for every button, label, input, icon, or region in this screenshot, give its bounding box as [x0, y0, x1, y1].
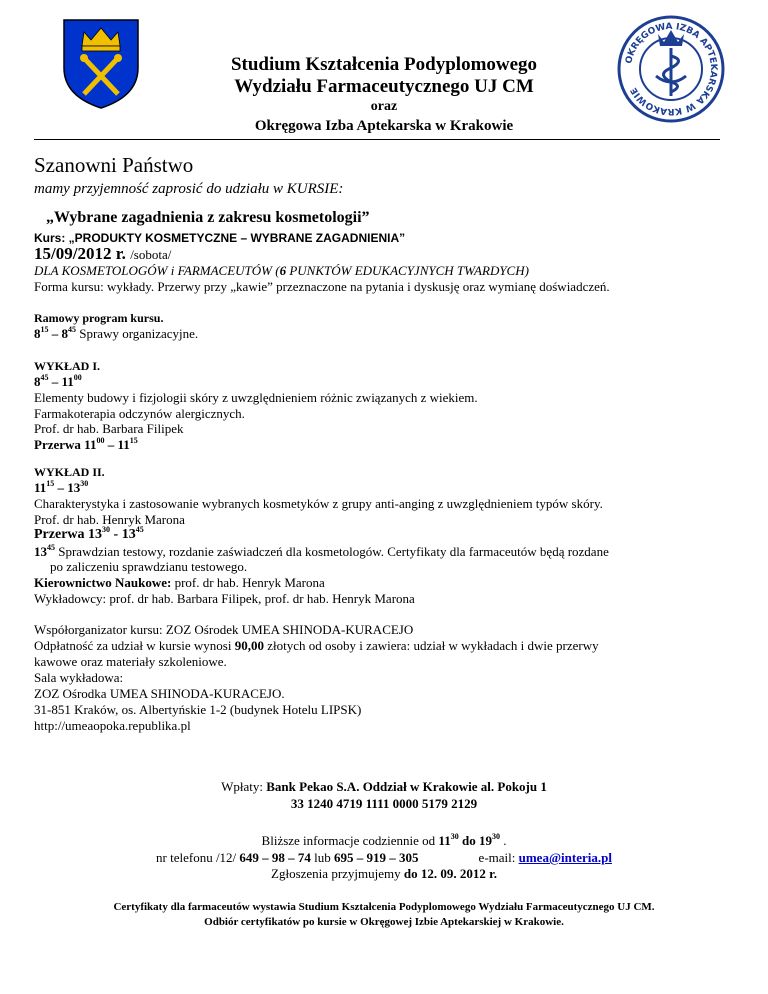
break-1: Przerwa $11^{00} - 11^{15}$ [34, 436, 138, 452]
break-2: Przerwa $13^{30} - 13^{45}$ [34, 525, 144, 542]
test-session: $13^{45}$ Sprawdzian testowy, rozdanie zaświadczeń dla kosmetologów. Certyfikaty dla farmaceutów będą rozdane [34, 543, 609, 559]
lecture-1-topic-2: Farmakoterapia odczynów alergicznych. [34, 406, 245, 421]
lecture-2-speaker: Prof. dr hab. Henryk Marona [34, 512, 185, 527]
payment-line: Wpłaty: Bank Pekao S.A. Oddział w Krakowie al. Pokoju 1 [221, 779, 547, 794]
svg-text:OKRĘGOWA IZBA APTEKARSKA W KRA: OKRĘGOWA IZBA APTEKARSKA W KRAKOWIE [624, 21, 719, 117]
lecture-2-title: WYKŁAD II. [34, 465, 105, 479]
course-title: „Wybrane zagadnienia z zakresu kosmetologii” [46, 209, 370, 226]
registration-deadline: Zgłoszenia przyjmujemy do 12. 09. 2012 r. [271, 866, 497, 881]
footer-pickup: Odbiór certyfikatów po kursie w Okręgowej Izbie Aptekarskiej w Krakowie. [204, 916, 564, 928]
program-heading: Ramowy program kursu. [34, 311, 164, 325]
fee-line: Odpłatność za udział w kursie wynosi 90,00 złotych od osoby i zawiera: udział w wykładach i dwie przerwy [34, 638, 599, 653]
header-line-4: Okręgowa Izba Aptekarska w Krakowie [254, 118, 514, 134]
contact-hours: Bliższe informacje codziennie od $11^{30}$ do $19^{30}$ . [261, 832, 507, 848]
date-value: 15/09/2012 r. [34, 244, 126, 263]
lecture-2-topic: Charakterystyka i zastosowanie wybranych kosmetyków z grupy anti-anging z uwzględnieniem typów skóry. [34, 496, 603, 511]
weekday: /sobota/ [130, 247, 172, 262]
header-line-2: Wydziału Farmaceutycznego UJ CM [234, 76, 534, 97]
chamber-seal-logo [614, 12, 728, 126]
program-item-organizational: $8^{15} - 8^{45}$ Sprawy organizacyjne. [34, 325, 199, 341]
header-line-3: oraz [370, 99, 398, 114]
lecture-1-title: WYKŁAD I. [34, 359, 101, 373]
university-crest-logo [60, 16, 142, 110]
contact-phone-email: nr telefonu /12/ 649 – 98 – 74 lub 695 – 919 – 305 e-mail: umea@interia.pl [156, 850, 612, 865]
co-organizer: Współorganizator kursu: ZOZ Ośrodek UMEA SHINODA-KURACEJO [34, 622, 414, 637]
course-name: Kurs: „PRODUKTY KOSMETYCZNE – WYBRANE ZAGADNIENIA” [34, 231, 406, 245]
invitation-text: mamy przyjemność zaprosić do udziału w KURSIE: [34, 181, 344, 197]
scientific-director: Kierownictwo Naukowe: prof. dr hab. Henryk Marona [34, 575, 325, 590]
course-form: Forma kursu: wykłady. Przerwy przy „kawie” przeznaczone na pytania i dyskusję oraz wymianę doświadczeń. [34, 279, 610, 294]
venue-label: Sala wykładowa: [34, 670, 124, 685]
bank-account: 33 1240 4719 1111 0000 5179 2129 [290, 796, 478, 811]
lecturers: Wykładowcy: prof. dr hab. Barbara Filipek, prof. dr hab. Henryk Marona [34, 591, 415, 606]
greeting: Szanowni Państwo [34, 153, 194, 177]
email-link[interactable]: umea@interia.pl [518, 850, 612, 865]
venue-url[interactable]: http://umeaopoka.republika.pl [34, 718, 191, 733]
lecture-1-time: $8^{45} - 11^{00}$ [34, 373, 82, 389]
audience-line: DLA KOSMETOLOGÓW i FARMACEUTÓW (6 PUNKTÓW EDUKACYJNYCH TWARDYCH) [34, 263, 529, 278]
venue-address: 31-851 Kraków, os. Albertyńskie 1-2 (budynek Hotelu LIPSK) [34, 702, 362, 717]
venue-name: ZOZ Ośrodka UMEA SHINODA-KURACEJO. [34, 686, 285, 701]
lecture-1-topic-1: Elementy budowy i fizjologii skóry z uwzględnieniem różnic związanych z wiekiem. [34, 390, 478, 405]
header-divider [34, 139, 720, 140]
footer-certificates: Certyfikaty dla farmaceutów wystawia Studium Kształcenia Podyplomowego Wydziału Farmaceutycznego UJ CM. [113, 901, 655, 913]
header-line-1: Studium Kształcenia Podyplomowego [230, 54, 538, 75]
fee-line-continued: kawowe oraz materiały szkoleniowe. [34, 654, 227, 669]
test-session-continued: po zaliczeniu sprawdzianu testowego. [50, 559, 248, 574]
lecture-2-time: $11^{15} - 13^{30}$ [34, 479, 89, 495]
course-date [34, 244, 171, 264]
lecture-1-speaker: Prof. dr hab. Barbara Filipek [34, 421, 184, 436]
